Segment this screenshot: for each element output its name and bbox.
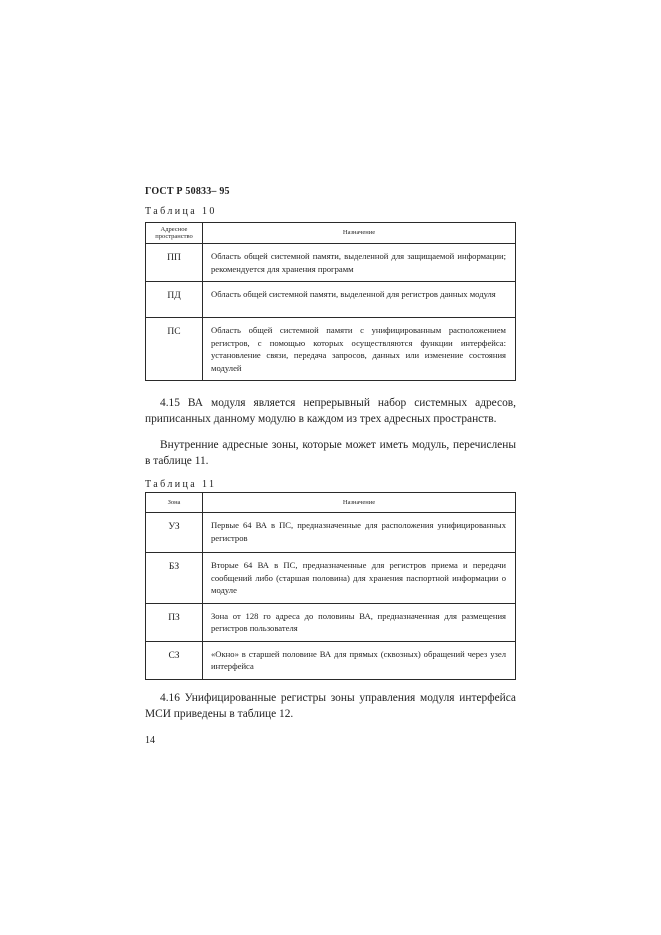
paragraph-zones-intro: Внутренние адресные зоны, которые может иметь модуль, перечислены в таблице 11.: [145, 439, 516, 467]
paragraph-4-15: 4.15 ВА модуля является непрерывный набор системных адресов, приписанных данному модулю в каждом из трех адресных пространств.: [145, 397, 516, 425]
table-cell-description: Первые 64 ВА в ПС, предназначенные для расположения унифицированных регистров: [203, 513, 516, 553]
table-10-header-row: [146, 223, 516, 244]
document-header: ГОСТ Р 50833– 95: [145, 186, 230, 197]
table-10-col-code-header: Адресное пространство: [146, 223, 203, 244]
table-cell-code: БЗ: [146, 553, 203, 604]
table-cell-description: Область общей системной памяти, выделенной для регистров данных модуля: [203, 282, 516, 318]
table-row: [146, 282, 516, 318]
table-cell-description: Вторые 64 ВА в ПС, предназначенные для регистров приема и передачи сообщений либо (старшая половина) для хранения паспортной информации о модуле: [203, 553, 516, 604]
table-cell-code: ПС: [146, 318, 203, 381]
table-10: [145, 222, 516, 381]
table-row: [146, 641, 516, 679]
table-11-col-code-header: Зона: [146, 493, 203, 513]
table-row: [146, 603, 516, 641]
table-cell-description: Область общей системной памяти, выделенной для защищаемой информации; рекомендуется для хранения программ: [203, 244, 516, 282]
table-cell-code: ПД: [146, 282, 203, 318]
paragraph-4-16: 4.16 Унифицированные регистры зоны управления модуля интерфейса МСИ приведены в таблице 12.: [145, 692, 516, 720]
table-11-col-desc-header: Назначение: [203, 493, 516, 513]
table-cell-description: Область общей системной памяти с унифицированным расположением регистров, с помощью которых осуществляются функции интерфейса: установление связи, передача запросов, данных или изменение состояния модулей: [203, 318, 516, 381]
table-cell-description: Зона от 128 го адреса до половины ВА, предназначенная для размещения регистров пользователя: [203, 603, 516, 641]
table-11-header-row: [146, 493, 516, 513]
table-row: [146, 553, 516, 604]
table-cell-code: ПП: [146, 244, 203, 282]
table-11: [145, 492, 516, 680]
table-row: [146, 318, 516, 381]
page-number: 14: [145, 735, 155, 746]
table-cell-code: УЗ: [146, 513, 203, 553]
table-10-caption: Таблица 10: [145, 206, 217, 217]
table-10-col-desc-header: Назначение: [203, 223, 516, 244]
table-row: [146, 244, 516, 282]
table-cell-code: ПЗ: [146, 603, 203, 641]
table-cell-code: СЗ: [146, 641, 203, 679]
table-cell-description: «Окно» в старшей половине ВА для прямых (сквозных) обращений через узел интерфейса: [203, 641, 516, 679]
table-row: [146, 513, 516, 553]
table-11-caption: Таблица 11: [145, 479, 217, 490]
